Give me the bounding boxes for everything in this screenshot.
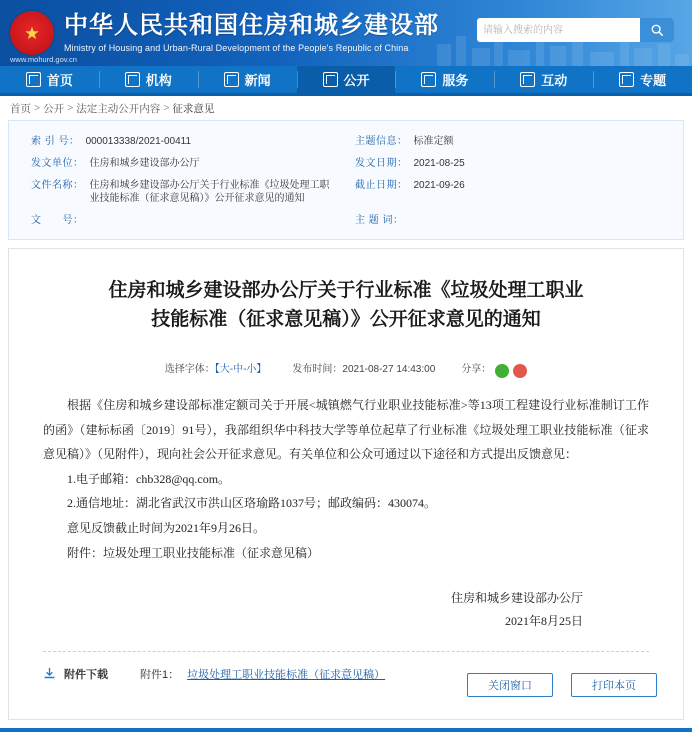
meta-grid [31,135,661,227]
signature-date: 2021年8月25日 [504,613,583,628]
site-header [0,0,692,66]
page-title [67,277,625,334]
breadcrumb-separator: > [34,102,41,114]
meta-row-issuing-unit [31,157,337,170]
breadcrumb-item-current: 征求意见 [172,102,215,115]
attachment-item-link[interactable]: 垃圾处理工职业技能标准（征求意见稿） [187,668,386,681]
meta-label: 文 号： [31,215,84,226]
breadcrumb-separator: > [163,102,170,114]
action-buttons [467,673,657,697]
breadcrumb-item-open[interactable]: 公开 [43,102,65,115]
search-box[interactable] [477,18,674,42]
share-label: 分享： [461,364,492,375]
attachment-download-label[interactable]: 附件下载 [64,668,108,681]
wechat-share-icon[interactable] [495,364,509,378]
site-title-cn: 中华人民共和国住房和城乡建设部 [64,13,439,40]
nav-label: 新闻 [244,73,271,88]
nav-item-home[interactable] [0,66,99,93]
meta-row-index-number [31,135,337,148]
meta-label: 发文日期： [355,158,408,169]
nav-item-interaction[interactable] [494,66,593,93]
close-window-button[interactable]: 关闭窗口 [467,673,553,697]
meta-row-issue-date [355,157,661,170]
footer-bar [0,728,692,732]
print-page-button[interactable]: 打印本页 [571,673,657,697]
open-info-icon [323,72,338,87]
meta-value: 标准定额 [413,136,454,147]
article-container [8,248,684,720]
download-icon [43,667,56,680]
article-signature [43,587,649,633]
nav-label: 公开 [343,73,370,88]
service-icon [421,72,436,87]
home-icon [26,72,41,87]
nav-item-organization[interactable] [99,66,198,93]
font-size-selector [165,360,267,375]
nav-label: 首页 [46,73,73,88]
search-icon [650,23,664,37]
meta-value: 住房和城乡建设部办公厅关于行业标准《垃圾处理工职业技能标准（征求意见稿）》公开征求意见的通知 [89,180,330,204]
nav-item-topic[interactable] [593,66,692,93]
interaction-icon [520,72,535,87]
breadcrumb-separator: > [67,102,74,114]
news-icon [224,72,239,87]
nav-item-news[interactable] [198,66,297,93]
publish-time [292,360,435,375]
nav-label: 专题 [640,73,667,88]
meta-row-deadline [355,179,661,205]
meta-value: 2021-09-26 [413,180,465,191]
breadcrumb-item-home[interactable]: 首页 [10,102,31,115]
site-title-en: Ministry of Housing and Urban-Rural Development of the People's Republic of China [64,42,409,53]
publish-time-value: 2021-08-27 14:43:00 [342,364,436,375]
search-button[interactable] [640,18,674,42]
meta-label: 截止日期： [355,180,408,191]
share-group [461,360,527,375]
site-title-block [64,13,439,52]
nav-label: 互动 [541,73,568,88]
weibo-share-icon[interactable] [513,364,527,378]
article-paragraph-1: 根据《住房和城乡建设部标准定额司关于开展<城镇燃气行业职业技能标准>等13项工程建设行业标准制订工作的函》（建标标函〔2019〕91号），我部组织华中科技大学等单位起草了行业标准《垃圾处理工职业技能标准（征求意见稿）》（见附件），现向社会公开征求意见。有关单位和公众可通过以下途径和方式提出反馈意见： [43,398,649,462]
search-input[interactable] [477,18,640,42]
meta-row-subject-info [355,135,661,148]
meta-value: 000013338/2021-00411 [85,136,192,147]
article-body [43,393,649,633]
font-size-options[interactable]: 【大-中-小】 [214,364,267,375]
publish-time-label: 发布时间： [292,364,343,375]
article-paragraph-5: 附件：垃圾处理工职业技能标准（征求意见稿） [67,545,320,560]
article-paragraph-3: 2.通信地址：湖北省武汉市洪山区珞瑜路1037号；邮政编码：430074。 [67,496,437,511]
document-meta-panel [8,120,684,240]
emblem-star: ★ [24,23,40,43]
national-emblem-icon [10,11,54,55]
meta-label: 主题信息： [355,136,408,147]
nav-label: 服务 [442,73,469,88]
meta-value: 2021-08-25 [413,158,465,169]
meta-value: 住房和城乡建设部办公厅 [89,158,200,169]
meta-label: 发文单位： [31,158,84,169]
nav-item-open-info[interactable] [297,66,396,93]
article-toolbar [43,360,649,375]
meta-row-file-name [31,179,337,205]
article-paragraph-4: 意见反馈截止时间为2021年9月26日。 [67,520,266,535]
meta-label: 文件名称： [31,180,84,191]
nav-item-service[interactable] [395,66,494,93]
meta-row-keywords [355,214,661,227]
meta-label: 索 引 号： [31,136,80,147]
meta-row-document-number [31,214,337,227]
page-title-line1: 住房和城乡建设部办公厅关于行业标准《垃圾处理工职业 [108,280,584,301]
attachment-divider [43,651,649,652]
building-icon [125,72,140,87]
article-paragraph-2: 1.电子邮箱：chb328@qq.com。 [67,471,231,486]
topic-icon [619,72,634,87]
signature-organization: 住房和城乡建设部办公厅 [450,591,583,606]
breadcrumb [0,96,692,120]
nav-label: 机构 [145,73,172,88]
font-size-label: 选择字体： [164,364,215,375]
meta-label: 主 题 词： [355,215,404,226]
site-url: www.mohurd.gov.cn [10,55,77,64]
page-title-line2: 技能标准（征求意见稿）》公开征求意见的通知 [151,308,541,330]
main-nav [0,66,692,96]
attachment-item-label: 附件1： [140,668,180,681]
breadcrumb-item-legal-open-content[interactable]: 法定主动公开内容 [76,102,161,115]
